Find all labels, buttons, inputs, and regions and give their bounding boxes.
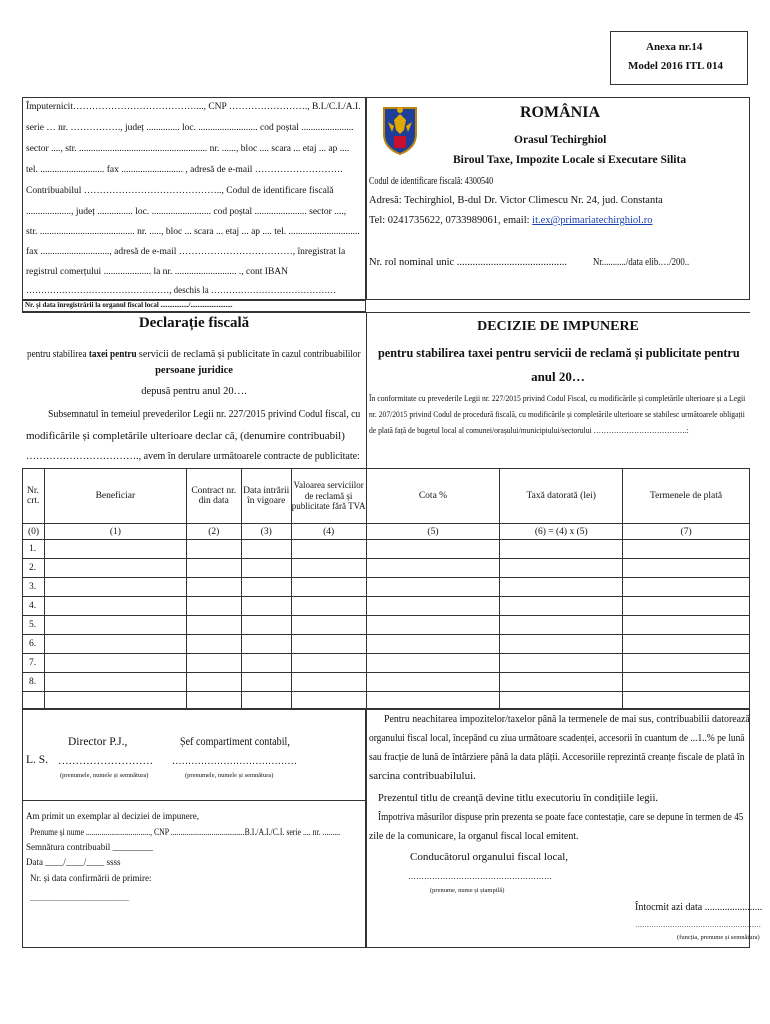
cell-contract[interactable] — [186, 616, 241, 635]
table-row — [23, 540, 750, 559]
declaration-body-3: ……………………………., avem în derulare următoarele contracte de publicitate: — [26, 450, 360, 462]
sef-label: Șef compartiment contabil, — [180, 736, 290, 748]
col-index-6: (6) = (4) x (5) — [500, 524, 623, 540]
cell-contract[interactable] — [186, 597, 241, 616]
cell-termene[interactable] — [623, 673, 750, 692]
row-number: 1. — [23, 540, 45, 559]
director-caption: (prenumele, numele și semnătura) — [60, 772, 149, 779]
drawn-up-label: Întocmit azi data ....................... — [635, 902, 763, 913]
cell-taxa[interactable] — [500, 654, 623, 673]
header-cota: Cota % — [366, 469, 500, 524]
cell-data-intrarii[interactable] — [241, 559, 291, 578]
row-number: 8. — [23, 673, 45, 692]
cell-termene[interactable] — [623, 654, 750, 673]
cell-data-intrarii[interactable] — [241, 597, 291, 616]
header-nr: Nr. crt. — [23, 469, 45, 524]
cell-valoarea[interactable] — [291, 597, 366, 616]
authority-contact — [369, 216, 652, 227]
cell-beneficiar[interactable] — [44, 673, 186, 692]
declaration-body-1: Subsemnatul în temeiul prevederilor Legii nr. 227/2015 privind Codul fiscal, cu — [48, 408, 361, 420]
mid-divider — [22, 312, 750, 313]
cell-termene[interactable] — [623, 540, 750, 559]
cell-valoarea[interactable] — [291, 635, 366, 654]
table-row — [23, 635, 750, 654]
issue-number-date: Nr.........../data elib.…/200.. — [593, 257, 690, 268]
cell-beneficiar[interactable] — [44, 597, 186, 616]
declaration-title: Declarație fiscală — [138, 315, 250, 331]
drawn-up-caption: (funcția, prenume și semnătura) — [677, 934, 760, 941]
decision-subtitle-1: pentru stabilirea taxei pentru servicii de reclamă și publicitate pentru — [378, 345, 740, 360]
subtitle-part-c: servicii de reclamă și publicitate — [138, 348, 270, 360]
authority-address: Adresă: Techirghiol, B-dul Dr. Victor Climescu Nr. 24, jud. Constanta — [369, 195, 663, 206]
row-number: 7. — [23, 654, 45, 673]
applicant-line-6: ..................., județ ............... loc. ......................... cod poștal ...................... sector ...., — [26, 207, 347, 217]
footer-p1-l3: sau fracție de lună de întârziere până la data plății. Accesoriile reprezintă creanțe fiscale de plată în — [369, 751, 745, 763]
annex-number: Anexa nr.14 — [646, 41, 703, 53]
decision-body-2: nr. 207/2015 privind Codul de procedură fiscală, cu modificările și completările ulterioare se stabilesc următoarele obligații — [369, 409, 745, 419]
cell-valoarea[interactable] — [291, 616, 366, 635]
header-termene: Termenele de plată — [623, 469, 750, 524]
row-number: 3. — [23, 578, 45, 597]
cell-cota[interactable] — [366, 654, 500, 673]
receipt-line-3: Semnătura contribuabil _________ — [26, 842, 153, 852]
header-data-intrarii: Data intrării în vigoare — [241, 469, 291, 524]
receipt-line-6: ______________________ — [30, 892, 129, 902]
cell-beneficiar[interactable] — [44, 540, 186, 559]
coat-of-arms-icon — [380, 104, 420, 156]
decision-subtitle-2: anul 20… — [531, 369, 585, 384]
cell-valoarea[interactable] — [291, 673, 366, 692]
col-index-4: (4) — [291, 524, 366, 540]
cell-cota[interactable] — [366, 616, 500, 635]
cell-data-intrarii[interactable] — [241, 635, 291, 654]
declaration-year: depusă pentru anul 20…. — [141, 386, 247, 397]
drawn-up-line: ……………………………………………… — [635, 921, 761, 929]
receipt-line-1: Am primit un exemplar al deciziei de impunere, — [26, 811, 199, 821]
table-row — [23, 559, 750, 578]
cell-beneficiar[interactable] — [44, 654, 186, 673]
head-title: Conducătorul organului fiscal local, — [410, 851, 569, 863]
director-label: Director P.J., — [68, 736, 128, 748]
cell-cota[interactable] — [366, 578, 500, 597]
table-row — [23, 654, 750, 673]
cell-beneficiar[interactable] — [44, 578, 186, 597]
annex-model: Model 2016 ITL 014 — [628, 60, 724, 72]
cell-valoarea[interactable] — [291, 578, 366, 597]
row-number: 4. — [23, 597, 45, 616]
email-link[interactable]: it.ex@primariatechirghiol.ro — [532, 215, 653, 226]
director-signature-line: ……………………… — [58, 755, 154, 767]
cell-termene[interactable] — [623, 578, 750, 597]
cell-taxa[interactable] — [500, 578, 623, 597]
cell-contract[interactable] — [186, 635, 241, 654]
annex-box — [610, 31, 748, 85]
row-number: 5. — [23, 616, 45, 635]
header-beneficiar: Beneficiar — [44, 469, 186, 524]
cell-cota[interactable] — [366, 559, 500, 578]
row-number: 6. — [23, 635, 45, 654]
cell-taxa[interactable] — [500, 559, 623, 578]
cell-cota[interactable] — [366, 597, 500, 616]
signature-divider — [22, 800, 366, 801]
col-index-7: (7) — [623, 524, 750, 540]
cell-beneficiar[interactable] — [44, 616, 186, 635]
phone-email-label: Tel: 0241735622, 0733989061, email: — [369, 215, 533, 226]
declaration-body-2: modificările și completările ulterioare declar că, (denumire contribuabil) — [26, 430, 345, 442]
applicant-line-8: fax ............................., adresă de e-mail ………………………………, înregistrat la — [26, 247, 346, 257]
cell-contract[interactable] — [186, 654, 241, 673]
declaration-subtitle — [27, 349, 361, 360]
table-row-blank — [23, 692, 750, 710]
footer-p1-l1: Pentru neachitarea impozitelor/taxelor până la termenele de mai sus, contribuabilii datorează — [384, 713, 750, 725]
footer-p1-l2: organului fiscal local, începând cu ziua următoare scadenței, accesorii în cuantum de ...1..% pe lună — [369, 732, 745, 744]
cell-termene[interactable] — [623, 616, 750, 635]
applicant-line-4: tel. ........................... fax .......................... , adresă de e-mail ………………………. — [26, 165, 343, 175]
town-name: Orasul Techirghiol — [514, 134, 607, 146]
cell-termene[interactable] — [623, 597, 750, 616]
table-row — [23, 578, 750, 597]
country-name: ROMÂNIA — [520, 104, 600, 121]
col-index-2: (2) — [186, 524, 241, 540]
declaration-subtitle-2: persoane juridice — [155, 365, 233, 376]
sef-caption: (prenumele, numele și semnătura) — [185, 772, 274, 779]
footer-p2: Prezentul titlu de creanță devine titlu executoriu în condițiile legii. — [378, 792, 659, 804]
cell-beneficiar[interactable] — [44, 635, 186, 654]
decision-title: DECIZIE DE IMPUNERE — [477, 319, 639, 334]
cell-termene[interactable] — [623, 559, 750, 578]
header-contract: Contract nr. din data — [186, 469, 241, 524]
table-row — [23, 673, 750, 692]
cell-beneficiar[interactable] — [44, 559, 186, 578]
cell-valoarea[interactable] — [291, 654, 366, 673]
footer-p3-l2: zile de la comunicare, la organul fiscal local emitent. — [369, 830, 579, 842]
col-index-3: (3) — [241, 524, 291, 540]
cell-taxa[interactable] — [500, 597, 623, 616]
cell-data-intrarii[interactable] — [241, 654, 291, 673]
cell-cota[interactable] — [366, 673, 500, 692]
ls-label: L. S. — [26, 754, 49, 766]
cell-taxa[interactable] — [500, 540, 623, 559]
cell-taxa[interactable] — [500, 673, 623, 692]
roll-number: Nr. rol nominal unic .......................................... — [369, 257, 568, 268]
cell-contract[interactable] — [186, 559, 241, 578]
receipt-line-4: Data ____/____/____ ssss — [26, 857, 121, 867]
subtitle-part-b: taxei pentru — [88, 349, 137, 360]
head-caption: (prenume, nume și ștampilă) — [430, 887, 505, 894]
decision-body-1: În conformitate cu prevederile Legii nr. 227/2015 privind Codul Fiscal, cu modificările și completările ulterioare și a Legii — [369, 393, 746, 403]
cell-termene[interactable] — [623, 635, 750, 654]
cell-cota[interactable] — [366, 540, 500, 559]
column-index-row — [23, 524, 750, 540]
cell-taxa[interactable] — [500, 616, 623, 635]
head-signature-line: ……………………………………………… — [408, 872, 552, 881]
applicant-line-7: str. ........................................ nr. ....., bloc ... scara ... etaj ... ap .... tel. .............................. — [26, 227, 360, 237]
decision-body-3: de plată față de bugetul local al comunei/orașului/municipiului/sectorului ……………………………….: — [369, 425, 689, 435]
fiscal-code: Codul de identificare fiscală: 4300540 — [369, 176, 494, 187]
cell-data-intrarii[interactable] — [241, 540, 291, 559]
cell-data-intrarii[interactable] — [241, 578, 291, 597]
office-name: Biroul Taxe, Impozite Locale si Executare Silita — [453, 154, 687, 166]
cell-data-intrarii[interactable] — [241, 673, 291, 692]
cell-contract[interactable] — [186, 673, 241, 692]
registration-note: Nr. și data înregistrării la organul fiscal local ................/........................ — [25, 301, 233, 309]
col-index-1: (1) — [44, 524, 186, 540]
header-valoarea: Valoarea serviciilor de reclamă și publicitate fără TVA — [291, 469, 366, 524]
applicant-line-9: registrul comerțului .................... la nr. .......................... ., cont IBAN — [26, 267, 289, 277]
footer-p3-l1: Împotriva măsurilor dispuse prin prezenta se poate face contestație, care se depune în termen de 45 — [378, 811, 744, 823]
cell-contract[interactable] — [186, 578, 241, 597]
footer-p1-l4: sarcina contribuabilului. — [369, 770, 476, 782]
table-row — [23, 597, 750, 616]
cell-valoarea[interactable] — [291, 559, 366, 578]
receipt-line-5: Nr. și data confirmării de primire: — [30, 873, 152, 883]
subtitle-part-a: pentru stabilirea — [27, 349, 87, 360]
cell-contract[interactable] — [186, 540, 241, 559]
cell-data-intrarii[interactable] — [241, 616, 291, 635]
cell-valoarea[interactable] — [291, 540, 366, 559]
applicant-line-3: sector ...., str. ...................................................... nr. ......, bloc .... scara ... etaj ... ap .... — [26, 144, 350, 154]
table-row — [23, 616, 750, 635]
row-number: 2. — [23, 559, 45, 578]
cell-taxa[interactable] — [500, 635, 623, 654]
applicant-line-1: Împuternicit…………………………………..., CNP ……………………., B.I./C.I./A.I. — [26, 102, 361, 112]
subtitle-part-d: în cazul contribuabililor — [272, 349, 361, 360]
applicant-line-2: serie … nr. ……………., județ .............. loc. ......................... cod poștal ...................... — [26, 123, 354, 133]
applicant-line-10: …………………………………………, deschis la …………………………………… — [26, 286, 337, 296]
cell-cota[interactable] — [366, 635, 500, 654]
col-index-5: (5) — [366, 524, 500, 540]
contracts-table — [22, 468, 750, 710]
applicant-line-5: Contribuabilul …………………………………….., Codul de identificare fiscală — [26, 186, 334, 196]
receipt-line-2: Prenume și nume ................................., CNP ......................................B.I./A.I./C.I. serie .... nr. ......... — [30, 827, 341, 837]
col-index-0: (0) — [23, 524, 45, 540]
sef-signature-line: ………………………………… — [172, 755, 297, 767]
center-divider — [366, 312, 367, 468]
header-taxa: Taxă datorată (lei) — [500, 469, 623, 524]
